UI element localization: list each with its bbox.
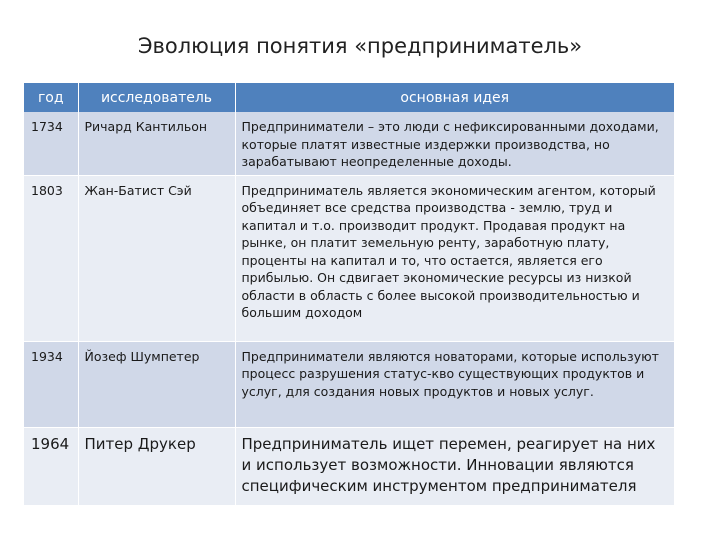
researcher-cell: Ричард Кантильон (78, 112, 235, 175)
table-row (24, 341, 674, 427)
header-year: год (24, 83, 78, 112)
idea-cell: Предприниматели являются новаторами, которые используют процесс разрушения статус-кво существующих продуктов и услуг, для создания новых продуктов и новых услуг. (235, 341, 674, 427)
evolution-table (24, 83, 674, 506)
table-row (24, 112, 674, 175)
year-cell: 1734 (24, 112, 78, 175)
header-idea: основная идея (235, 83, 674, 112)
year-cell: 1934 (24, 341, 78, 427)
table-row (24, 427, 674, 505)
slide-title: Эволюция понятия «предприниматель» (137, 34, 583, 58)
idea-cell: Предприниматель является экономическим агентом, который объединяет все средства производства - землю, труд и капитал и т.о. производит продукт. Продавая продукт на рынке, он платит земельную ренту, заработную плату, проценты на капитал и то, что остается, является его прибылью. Он сдвигает экономические ресурсы из низкой области в область с более высокой производительностью и большим доходом (235, 175, 674, 341)
idea-cell: Предприниматели – это люди с нефиксированными доходами, которые платят известные издержки производства, но зарабатывают неопределенные доходы. (235, 112, 674, 175)
idea-cell: Предприниматель ищет перемен, реагирует на них и использует возможности. Инновации являются специфическим инструментом предпринимателя (235, 427, 674, 505)
year-cell: 1803 (24, 175, 78, 341)
year-cell: 1964 (24, 427, 78, 505)
researcher-cell: Йозеф Шумпетер (78, 341, 235, 427)
researcher-cell: Жан-Батист Сэй (78, 175, 235, 341)
table-row (24, 175, 674, 341)
researcher-cell: Питер Друкер (78, 427, 235, 505)
header-researcher: исследователь (78, 83, 235, 112)
table-header-row (24, 83, 674, 112)
